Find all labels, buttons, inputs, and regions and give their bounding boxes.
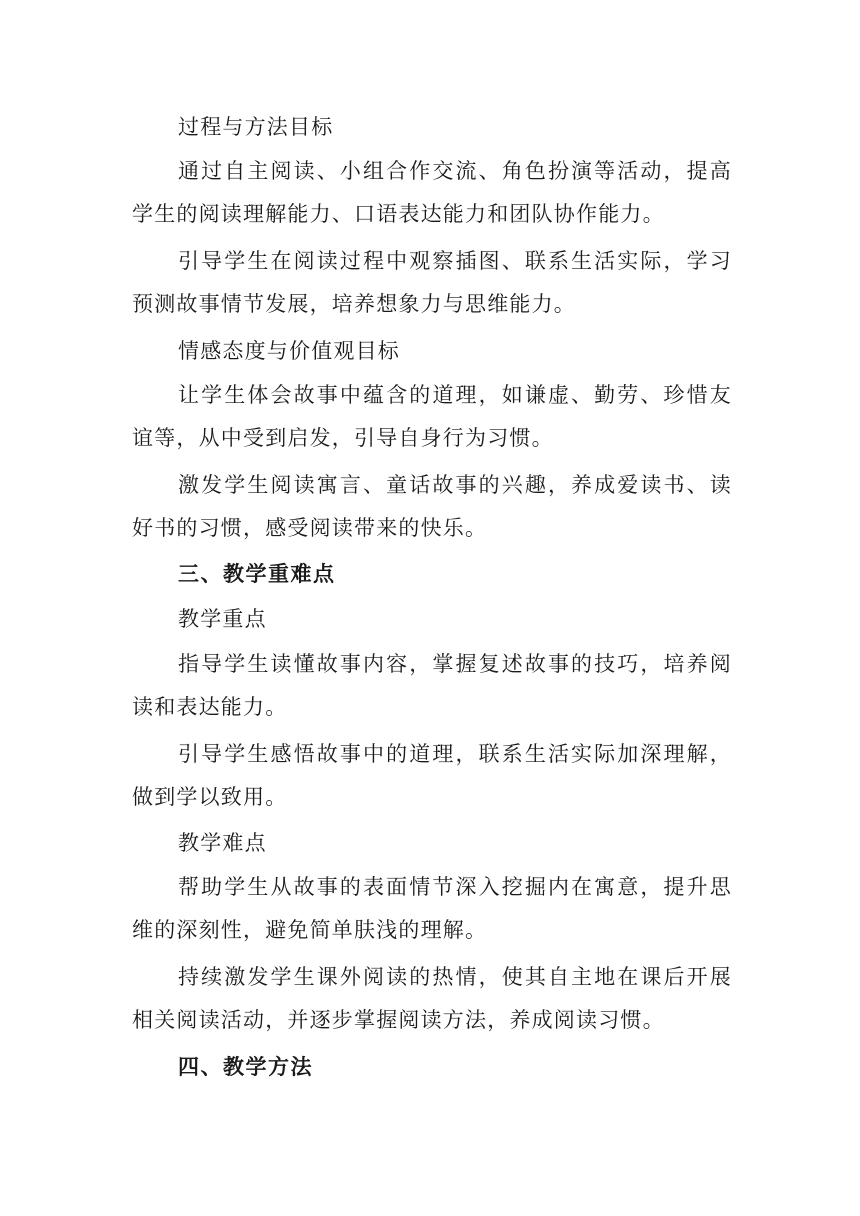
subhead-teaching-difficulty: 教学难点	[178, 831, 267, 855]
heading-key-difficult-points: 三、教学重难点	[178, 561, 336, 586]
paragraph-reading-interest: 激发学生阅读寓言、童话故事的兴趣，养成爱读书、读好书的习惯，感受阅读带来的快乐。	[132, 473, 732, 540]
paragraph-retelling-skills: 指导学生读懂故事内容，掌握复述故事的技巧，培养阅读和表达能力。	[132, 652, 732, 719]
paragraph-deep-meaning: 帮助学生从故事的表面情节深入挖掘内在寓意，提升思维的深刻性，避免简单肤浅的理解。	[132, 875, 732, 942]
subhead-process-method-goal: 过程与方法目标	[178, 115, 334, 139]
paragraph-story-lessons: 让学生体会故事中蕴含的道理，如谦虚、勤劳、珍惜友谊等，从中受到启发，引导自身行为习惯。	[132, 383, 732, 450]
paragraph-apply-lessons: 引导学生感悟故事中的道理，联系生活实际加深理解，做到学以致用。	[132, 742, 732, 809]
subhead-emotion-values-goal: 情感态度与价值观目标	[178, 339, 400, 363]
paragraph-reading-activities: 通过自主阅读、小组合作交流、角色扮演等活动，提高学生的阅读理解能力、口语表达能力和团队协作能力。	[132, 159, 732, 226]
heading-teaching-methods: 四、教学方法	[178, 1054, 313, 1079]
subhead-teaching-focus: 教学重点	[178, 607, 267, 631]
paragraph-observe-illustrations: 引导学生在阅读过程中观察插图、联系生活实际，学习预测故事情节发展，培养想象力与思维能力。	[132, 249, 732, 316]
paragraph-extracurricular-reading: 持续激发学生课外阅读的热情，使其自主地在课后开展相关阅读活动，并逐步掌握阅读方法，养成阅读习惯。	[132, 965, 732, 1032]
